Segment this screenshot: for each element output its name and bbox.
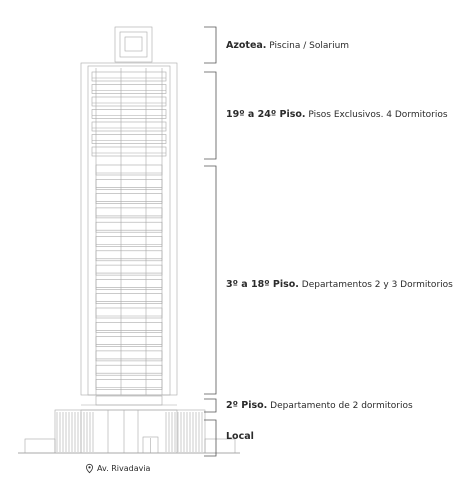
- upper-floor: [92, 72, 166, 81]
- mid-floor: [96, 265, 162, 275]
- upper-floor: [92, 147, 166, 156]
- building-drawing: [18, 27, 240, 453]
- mid-floor: [96, 337, 162, 347]
- mid-floor: [96, 251, 162, 261]
- mid-floor: [96, 237, 162, 247]
- map-pin-icon: [86, 464, 93, 473]
- rooftop-frame: [120, 32, 147, 57]
- upper-floor: [92, 122, 166, 131]
- ground-volume: [55, 410, 205, 453]
- upper-floor: [92, 97, 166, 106]
- mid-floor: [96, 322, 162, 332]
- second-floor: [96, 396, 162, 405]
- mid-floor: [96, 179, 162, 189]
- street-name: Av. Rivadavia: [97, 464, 151, 473]
- mid-floor: [96, 165, 162, 175]
- bracket-local: [204, 420, 216, 456]
- label-floor-2: 2º Piso. Departamento de 2 dormitorios: [226, 400, 413, 411]
- tower-outline: [81, 63, 177, 395]
- upper-floor: [92, 135, 166, 144]
- mid-floor: [96, 208, 162, 218]
- mid-floor: [96, 380, 162, 390]
- label-floors-19-24: 19º a 24º Piso. Pisos Exclusivos. 4 Dormitorios: [226, 109, 448, 120]
- label-local: Local: [226, 431, 254, 442]
- left-annex: [25, 439, 55, 453]
- label-azotea: Azotea. Piscina / Solarium: [226, 40, 350, 51]
- label-floors-3-18: 3º a 18º Piso. Departamentos 2 y 3 Dormitorios: [226, 279, 453, 290]
- mid-floor: [96, 279, 162, 289]
- upper-floor: [92, 85, 166, 94]
- mid-floor: [96, 222, 162, 232]
- mid-floor: [96, 351, 162, 361]
- section-brackets: [204, 27, 216, 456]
- bracket-azotea: [204, 27, 216, 63]
- rooftop-core: [125, 37, 142, 51]
- mid-floor: [96, 308, 162, 318]
- mid-floor: [96, 365, 162, 375]
- bracket-floors-3-18: [204, 166, 216, 394]
- bracket-floors-19-24: [204, 72, 216, 159]
- street-label: [86, 464, 150, 473]
- mid-floor: [96, 194, 162, 204]
- bracket-floor-2: [204, 399, 216, 412]
- ground-main: [81, 410, 177, 453]
- mid-floor: [96, 294, 162, 304]
- upper-floor: [92, 110, 166, 119]
